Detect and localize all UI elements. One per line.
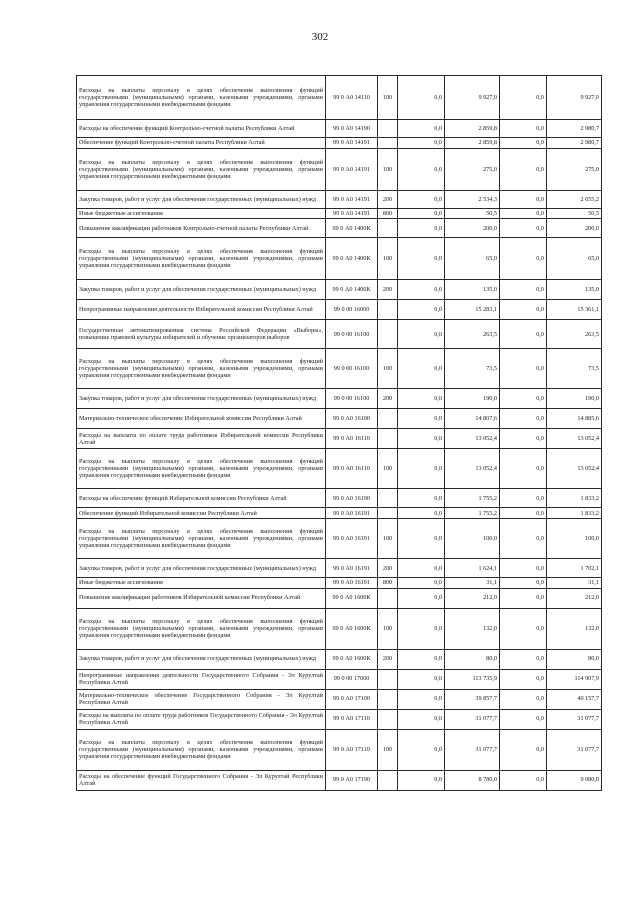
table-row bbox=[77, 149, 602, 191]
amount-col-4-cell: 275,0 bbox=[547, 149, 602, 191]
amount-col-2-cell: 2 859,8 bbox=[445, 120, 500, 138]
target-code-cell: 99 0 А0 1400К bbox=[326, 219, 378, 238]
amount-col-2-cell: 275,0 bbox=[445, 149, 500, 191]
row-name-cell: Расходы на обеспечение функций Избирательной комиссии Республики Алтай bbox=[77, 489, 326, 508]
table-row bbox=[77, 689, 602, 709]
row-name-cell: Закупка товаров, работ и услуг для обеспечения государственных (муниципальных) нужд bbox=[77, 191, 326, 209]
amount-col-4-cell: 2 980,7 bbox=[547, 120, 602, 138]
amount-col-2-cell: 1 755,2 bbox=[445, 508, 500, 519]
target-code-cell: 99 0 А0 14191 bbox=[326, 191, 378, 209]
amount-col-4-cell: 9 927,0 bbox=[547, 76, 602, 120]
target-code-cell: 99 0 00 16100 bbox=[326, 389, 378, 409]
amount-col-1-cell: 0,0 bbox=[398, 519, 445, 559]
expense-type-cell bbox=[378, 409, 398, 429]
amount-col-2-cell: 113 735,9 bbox=[445, 669, 500, 689]
target-code-cell: 99 0 00 17000 bbox=[326, 669, 378, 689]
amount-col-2-cell: 13 052,4 bbox=[445, 449, 500, 489]
amount-col-4-cell: 31,1 bbox=[547, 578, 602, 588]
amount-col-3-cell: 0,0 bbox=[500, 191, 547, 209]
amount-col-3-cell: 0,0 bbox=[500, 120, 547, 138]
table-row bbox=[77, 489, 602, 508]
amount-col-3-cell: 0,0 bbox=[500, 280, 547, 300]
amount-col-3-cell: 0,0 bbox=[500, 238, 547, 280]
target-code-cell: 99 0 А0 17190 bbox=[326, 770, 378, 790]
amount-col-3-cell: 0,0 bbox=[500, 489, 547, 508]
amount-col-2-cell: 13 052,4 bbox=[445, 429, 500, 449]
row-name-cell: Повышение квалификации работников Контрольно-счетной палаты Республики Алтай bbox=[77, 219, 326, 238]
page-number: 302 bbox=[311, 31, 329, 43]
amount-col-4-cell: 212,0 bbox=[547, 588, 602, 608]
amount-col-2-cell: 14 807,6 bbox=[445, 409, 500, 429]
amount-col-3-cell: 0,0 bbox=[500, 709, 547, 729]
amount-col-4-cell: 2 655,2 bbox=[547, 191, 602, 209]
amount-col-4-cell: 65,0 bbox=[547, 238, 602, 280]
expense-type-cell: 200 bbox=[378, 649, 398, 669]
amount-col-3-cell: 0,0 bbox=[500, 449, 547, 489]
row-name-cell: Иные бюджетные ассигнования bbox=[77, 578, 326, 588]
table-row bbox=[77, 770, 602, 790]
target-code-cell: 99 0 А0 1400К bbox=[326, 238, 378, 280]
target-code-cell: 99 0 А0 14190 bbox=[326, 120, 378, 138]
expense-type-cell: 800 bbox=[378, 209, 398, 219]
expense-type-cell bbox=[378, 770, 398, 790]
amount-col-1-cell: 0,0 bbox=[398, 191, 445, 209]
amount-col-4-cell: 135,0 bbox=[547, 280, 602, 300]
table-row bbox=[77, 508, 602, 519]
expense-type-cell: 800 bbox=[378, 578, 398, 588]
target-code-cell: 99 0 00 16000 bbox=[326, 300, 378, 320]
table-row bbox=[77, 429, 602, 449]
amount-col-1-cell: 0,0 bbox=[398, 238, 445, 280]
row-name-cell: Расходы на обеспечение функций Государственного Собрания - Эл Курултай Республики Алтай bbox=[77, 770, 326, 790]
amount-col-3-cell: 0,0 bbox=[500, 508, 547, 519]
table-row bbox=[77, 729, 602, 770]
table-row bbox=[77, 76, 602, 120]
expense-type-cell bbox=[378, 689, 398, 709]
expense-type-cell bbox=[378, 120, 398, 138]
amount-col-2-cell: 1 755,2 bbox=[445, 489, 500, 508]
amount-col-4-cell: 1 833,2 bbox=[547, 489, 602, 508]
table-row bbox=[77, 191, 602, 209]
target-code-cell: 99 0 А0 17100 bbox=[326, 689, 378, 709]
row-name-cell: Расходы на выплаты по оплате труда работников Избирательной комиссии Республики Алтай bbox=[77, 429, 326, 449]
expense-type-cell: 200 bbox=[378, 389, 398, 409]
target-code-cell: 99 0 А0 16190 bbox=[326, 489, 378, 508]
table-row bbox=[77, 519, 602, 559]
amount-col-4-cell: 14 885,6 bbox=[547, 409, 602, 429]
expense-type-cell: 100 bbox=[378, 519, 398, 559]
amount-col-1-cell: 0,0 bbox=[398, 280, 445, 300]
row-name-cell: Обеспечение функций Избирательной комиссии Республики Алтай bbox=[77, 508, 326, 519]
amount-col-1-cell: 0,0 bbox=[398, 709, 445, 729]
amount-col-1-cell: 0,0 bbox=[398, 120, 445, 138]
amount-col-3-cell: 0,0 bbox=[500, 320, 547, 349]
amount-col-1-cell: 0,0 bbox=[398, 689, 445, 709]
expense-type-cell: 200 bbox=[378, 280, 398, 300]
budget-table bbox=[76, 75, 602, 791]
table-row bbox=[77, 120, 602, 138]
expense-type-cell bbox=[378, 320, 398, 349]
amount-col-2-cell: 135,0 bbox=[445, 280, 500, 300]
amount-col-1-cell: 0,0 bbox=[398, 770, 445, 790]
amount-col-2-cell: 31 077,7 bbox=[445, 709, 500, 729]
expense-type-cell bbox=[378, 709, 398, 729]
table-row bbox=[77, 449, 602, 489]
target-code-cell: 99 0 А0 17110 bbox=[326, 709, 378, 729]
amount-col-3-cell: 0,0 bbox=[500, 429, 547, 449]
row-name-cell: Непрограммные направления деятельности Государственного Собрания - Эл Курултай Республики Алтай bbox=[77, 669, 326, 689]
amount-col-1-cell: 0,0 bbox=[398, 320, 445, 349]
target-code-cell: 99 0 А0 1600К bbox=[326, 588, 378, 608]
amount-col-1-cell: 0,0 bbox=[398, 409, 445, 429]
amount-col-1-cell: 0,0 bbox=[398, 578, 445, 588]
amount-col-4-cell: 1 702,1 bbox=[547, 559, 602, 578]
amount-col-4-cell: 2 980,7 bbox=[547, 138, 602, 149]
amount-col-3-cell: 0,0 bbox=[500, 578, 547, 588]
amount-col-2-cell: 9 927,0 bbox=[445, 76, 500, 120]
amount-col-1-cell: 0,0 bbox=[398, 559, 445, 578]
amount-col-1-cell: 0,0 bbox=[398, 389, 445, 409]
target-code-cell: 99 0 А0 16191 bbox=[326, 578, 378, 588]
row-name-cell: Расходы на выплаты персоналу в целях обеспечения выполнения функций государственными (муниципальными) органами, казенными учреждениями, органами управления государственными внебюджетными фондами bbox=[77, 349, 326, 389]
target-code-cell: 99 0 А0 14191 bbox=[326, 149, 378, 191]
amount-col-3-cell: 0,0 bbox=[500, 608, 547, 649]
amount-col-4-cell: 73,5 bbox=[547, 349, 602, 389]
expense-type-cell bbox=[378, 489, 398, 508]
amount-col-3-cell: 0,0 bbox=[500, 689, 547, 709]
amount-col-2-cell: 65,0 bbox=[445, 238, 500, 280]
amount-col-3-cell: 0,0 bbox=[500, 770, 547, 790]
row-name-cell: Материально-техническое обеспечение Избирательной комиссии Республики Алтай bbox=[77, 409, 326, 429]
expense-type-cell: 100 bbox=[378, 729, 398, 770]
table-row bbox=[77, 138, 602, 149]
row-name-cell: Повышение квалификации работников Избирательной комиссии Республики Алтай bbox=[77, 588, 326, 608]
amount-col-2-cell: 50,5 bbox=[445, 209, 500, 219]
expense-type-cell: 100 bbox=[378, 76, 398, 120]
row-name-cell: Расходы на выплаты персоналу в целях обеспечения выполнения функций государственными (муниципальными) органами, казенными учреждениями, органами управления государственными внебюджетными фондами bbox=[77, 519, 326, 559]
table-row bbox=[77, 709, 602, 729]
amount-col-4-cell: 40 157,7 bbox=[547, 689, 602, 709]
expense-type-cell bbox=[378, 588, 398, 608]
amount-col-4-cell: 114 907,9 bbox=[547, 669, 602, 689]
amount-col-4-cell: 31 077,7 bbox=[547, 709, 602, 729]
target-code-cell: 99 0 А0 16191 bbox=[326, 519, 378, 559]
amount-col-3-cell: 0,0 bbox=[500, 649, 547, 669]
table-row bbox=[77, 409, 602, 429]
amount-col-3-cell: 0,0 bbox=[500, 519, 547, 559]
amount-col-3-cell: 0,0 bbox=[500, 409, 547, 429]
amount-col-1-cell: 0,0 bbox=[398, 300, 445, 320]
row-name-cell: Расходы на выплаты персоналу в целях обеспечения выполнения функций государственными (муниципальными) органами, казенными учреждениями, органами управления государственными внебюджетными фондами bbox=[77, 149, 326, 191]
amount-col-1-cell: 0,0 bbox=[398, 588, 445, 608]
amount-col-4-cell: 50,5 bbox=[547, 209, 602, 219]
amount-col-3-cell: 0,0 bbox=[500, 300, 547, 320]
amount-col-1-cell: 0,0 bbox=[398, 489, 445, 508]
amount-col-4-cell: 1 833,2 bbox=[547, 508, 602, 519]
row-name-cell: Расходы на обеспечение функций Контрольно-счетной палаты Республики Алтай bbox=[77, 120, 326, 138]
amount-col-1-cell: 0,0 bbox=[398, 149, 445, 191]
amount-col-1-cell: 0,0 bbox=[398, 508, 445, 519]
amount-col-4-cell: 132,0 bbox=[547, 608, 602, 649]
amount-col-1-cell: 0,0 bbox=[398, 608, 445, 649]
row-name-cell: Закупка товаров, работ и услуг для обеспечения государственных (муниципальных) нужд bbox=[77, 280, 326, 300]
amount-col-1-cell: 0,0 bbox=[398, 76, 445, 120]
amount-col-2-cell: 1 624,1 bbox=[445, 559, 500, 578]
amount-col-2-cell: 132,0 bbox=[445, 608, 500, 649]
amount-col-1-cell: 0,0 bbox=[398, 669, 445, 689]
expense-type-cell bbox=[378, 300, 398, 320]
row-name-cell: Закупка товаров, работ и услуг для обеспечения государственных (муниципальных) нужд bbox=[77, 649, 326, 669]
amount-col-3-cell: 0,0 bbox=[500, 669, 547, 689]
amount-col-1-cell: 0,0 bbox=[398, 429, 445, 449]
row-name-cell: Государственная автоматизированная система Российской Федерации «Выборы», повышение правовой культуры избирателей и обучение организаторов выборов bbox=[77, 320, 326, 349]
amount-col-2-cell: 263,5 bbox=[445, 320, 500, 349]
row-name-cell: Расходы на выплаты персоналу в целях обеспечения выполнения функций государственными (муниципальными) органами, казенными учреждениями, органами управления государственными внебюджетными фондами bbox=[77, 76, 326, 120]
expense-type-cell bbox=[378, 508, 398, 519]
table-row bbox=[77, 588, 602, 608]
target-code-cell: 99 0 А0 16191 bbox=[326, 559, 378, 578]
row-name-cell: Расходы на выплаты персоналу в целях обеспечения выполнения функций государственными (муниципальными) органами, казенными учреждениями, органами управления государственными внебюджетными фондами bbox=[77, 729, 326, 770]
amount-col-2-cell: 73,5 bbox=[445, 349, 500, 389]
amount-col-4-cell: 9 080,0 bbox=[547, 770, 602, 790]
row-name-cell: Непрограммные направления деятельности Избирательной комиссии Республики Алтай bbox=[77, 300, 326, 320]
table-row bbox=[77, 238, 602, 280]
row-name-cell: Закупка товаров, работ и услуг для обеспечения государственных (муниципальных) нужд bbox=[77, 559, 326, 578]
expense-type-cell bbox=[378, 138, 398, 149]
amount-col-3-cell: 0,0 bbox=[500, 729, 547, 770]
expense-type-cell: 200 bbox=[378, 559, 398, 578]
expense-type-cell: 200 bbox=[378, 191, 398, 209]
amount-col-3-cell: 0,0 bbox=[500, 588, 547, 608]
expense-type-cell: 100 bbox=[378, 608, 398, 649]
amount-col-2-cell: 8 780,0 bbox=[445, 770, 500, 790]
amount-col-4-cell: 263,5 bbox=[547, 320, 602, 349]
expense-type-cell bbox=[378, 669, 398, 689]
amount-col-4-cell: 13 052,4 bbox=[547, 449, 602, 489]
amount-col-3-cell: 0,0 bbox=[500, 559, 547, 578]
table-row bbox=[77, 349, 602, 389]
amount-col-3-cell: 0,0 bbox=[500, 149, 547, 191]
row-name-cell: Расходы на выплаты по оплате труда работников Государственного Собрания - Эл Курултай Республики Алтай bbox=[77, 709, 326, 729]
target-code-cell: 99 0 А0 1400К bbox=[326, 280, 378, 300]
target-code-cell: 99 0 А0 14110 bbox=[326, 76, 378, 120]
amount-col-1-cell: 0,0 bbox=[398, 209, 445, 219]
table-row bbox=[77, 559, 602, 578]
target-code-cell: 99 0 А0 16110 bbox=[326, 449, 378, 489]
table-row bbox=[77, 219, 602, 238]
table-row bbox=[77, 209, 602, 219]
row-name-cell: Обеспечение функций Контрольно-счетной палаты Республики Алтай bbox=[77, 138, 326, 149]
amount-col-4-cell: 15 361,1 bbox=[547, 300, 602, 320]
expense-type-cell: 100 bbox=[378, 449, 398, 489]
amount-col-2-cell: 200,0 bbox=[445, 219, 500, 238]
expense-type-cell bbox=[378, 429, 398, 449]
amount-col-2-cell: 15 283,1 bbox=[445, 300, 500, 320]
table-row bbox=[77, 649, 602, 669]
target-code-cell: 99 0 00 16100 bbox=[326, 349, 378, 389]
target-code-cell: 99 0 00 16100 bbox=[326, 320, 378, 349]
amount-col-1-cell: 0,0 bbox=[398, 219, 445, 238]
amount-col-2-cell: 2 859,8 bbox=[445, 138, 500, 149]
table-row bbox=[77, 608, 602, 649]
amount-col-1-cell: 0,0 bbox=[398, 349, 445, 389]
target-code-cell: 99 0 А0 17110 bbox=[326, 729, 378, 770]
amount-col-2-cell: 80,0 bbox=[445, 649, 500, 669]
row-name-cell: Иные бюджетные ассигнования bbox=[77, 209, 326, 219]
expense-type-cell bbox=[378, 219, 398, 238]
amount-col-3-cell: 0,0 bbox=[500, 389, 547, 409]
amount-col-3-cell: 0,0 bbox=[500, 219, 547, 238]
amount-col-1-cell: 0,0 bbox=[398, 138, 445, 149]
table-row bbox=[77, 300, 602, 320]
target-code-cell: 99 0 А0 14191 bbox=[326, 209, 378, 219]
expense-type-cell: 100 bbox=[378, 238, 398, 280]
target-code-cell: 99 0 А0 16100 bbox=[326, 409, 378, 429]
row-name-cell: Расходы на выплаты персоналу в целях обеспечения выполнения функций государственными (муниципальными) органами, казенными учреждениями, органами управления государственными внебюджетными фондами bbox=[77, 238, 326, 280]
target-code-cell: 99 0 А0 16110 bbox=[326, 429, 378, 449]
amount-col-3-cell: 0,0 bbox=[500, 138, 547, 149]
amount-col-2-cell: 31 077,7 bbox=[445, 729, 500, 770]
target-code-cell: 99 0 А0 14191 bbox=[326, 138, 378, 149]
amount-col-2-cell: 100,0 bbox=[445, 519, 500, 559]
amount-col-4-cell: 190,0 bbox=[547, 389, 602, 409]
amount-col-1-cell: 0,0 bbox=[398, 729, 445, 770]
target-code-cell: 99 0 А0 16191 bbox=[326, 508, 378, 519]
table-row bbox=[77, 578, 602, 588]
amount-col-2-cell: 2 534,3 bbox=[445, 191, 500, 209]
amount-col-2-cell: 190,0 bbox=[445, 389, 500, 409]
amount-col-4-cell: 200,0 bbox=[547, 219, 602, 238]
amount-col-3-cell: 0,0 bbox=[500, 349, 547, 389]
target-code-cell: 99 0 А0 1600К bbox=[326, 649, 378, 669]
target-code-cell: 99 0 А0 1600К bbox=[326, 608, 378, 649]
table-row bbox=[77, 389, 602, 409]
amount-col-2-cell: 212,0 bbox=[445, 588, 500, 608]
amount-col-4-cell: 31 077,7 bbox=[547, 729, 602, 770]
amount-col-4-cell: 80,0 bbox=[547, 649, 602, 669]
row-name-cell: Расходы на выплаты персоналу в целях обеспечения выполнения функций государственными (муниципальными) органами, казенными учреждениями, органами управления государственными внебюджетными фондами bbox=[77, 608, 326, 649]
amount-col-2-cell: 39 857,7 bbox=[445, 689, 500, 709]
row-name-cell: Материально-техническое обеспечение Государственного Собрания - Эл Курултай Республики Алтай bbox=[77, 689, 326, 709]
amount-col-3-cell: 0,0 bbox=[500, 76, 547, 120]
table-row bbox=[77, 320, 602, 349]
budget-table-body bbox=[77, 76, 602, 791]
table-row bbox=[77, 669, 602, 689]
expense-type-cell: 100 bbox=[378, 349, 398, 389]
amount-col-2-cell: 31,1 bbox=[445, 578, 500, 588]
row-name-cell: Закупка товаров, работ и услуг для обеспечения государственных (муниципальных) нужд bbox=[77, 389, 326, 409]
expense-type-cell: 100 bbox=[378, 149, 398, 191]
amount-col-4-cell: 13 052,4 bbox=[547, 429, 602, 449]
amount-col-4-cell: 100,0 bbox=[547, 519, 602, 559]
amount-col-3-cell: 0,0 bbox=[500, 209, 547, 219]
amount-col-1-cell: 0,0 bbox=[398, 649, 445, 669]
row-name-cell: Расходы на выплаты персоналу в целях обеспечения выполнения функций государственными (муниципальными) органами, казенными учреждениями, органами управления государственными внебюджетными фондами bbox=[77, 449, 326, 489]
table-row bbox=[77, 280, 602, 300]
amount-col-1-cell: 0,0 bbox=[398, 449, 445, 489]
